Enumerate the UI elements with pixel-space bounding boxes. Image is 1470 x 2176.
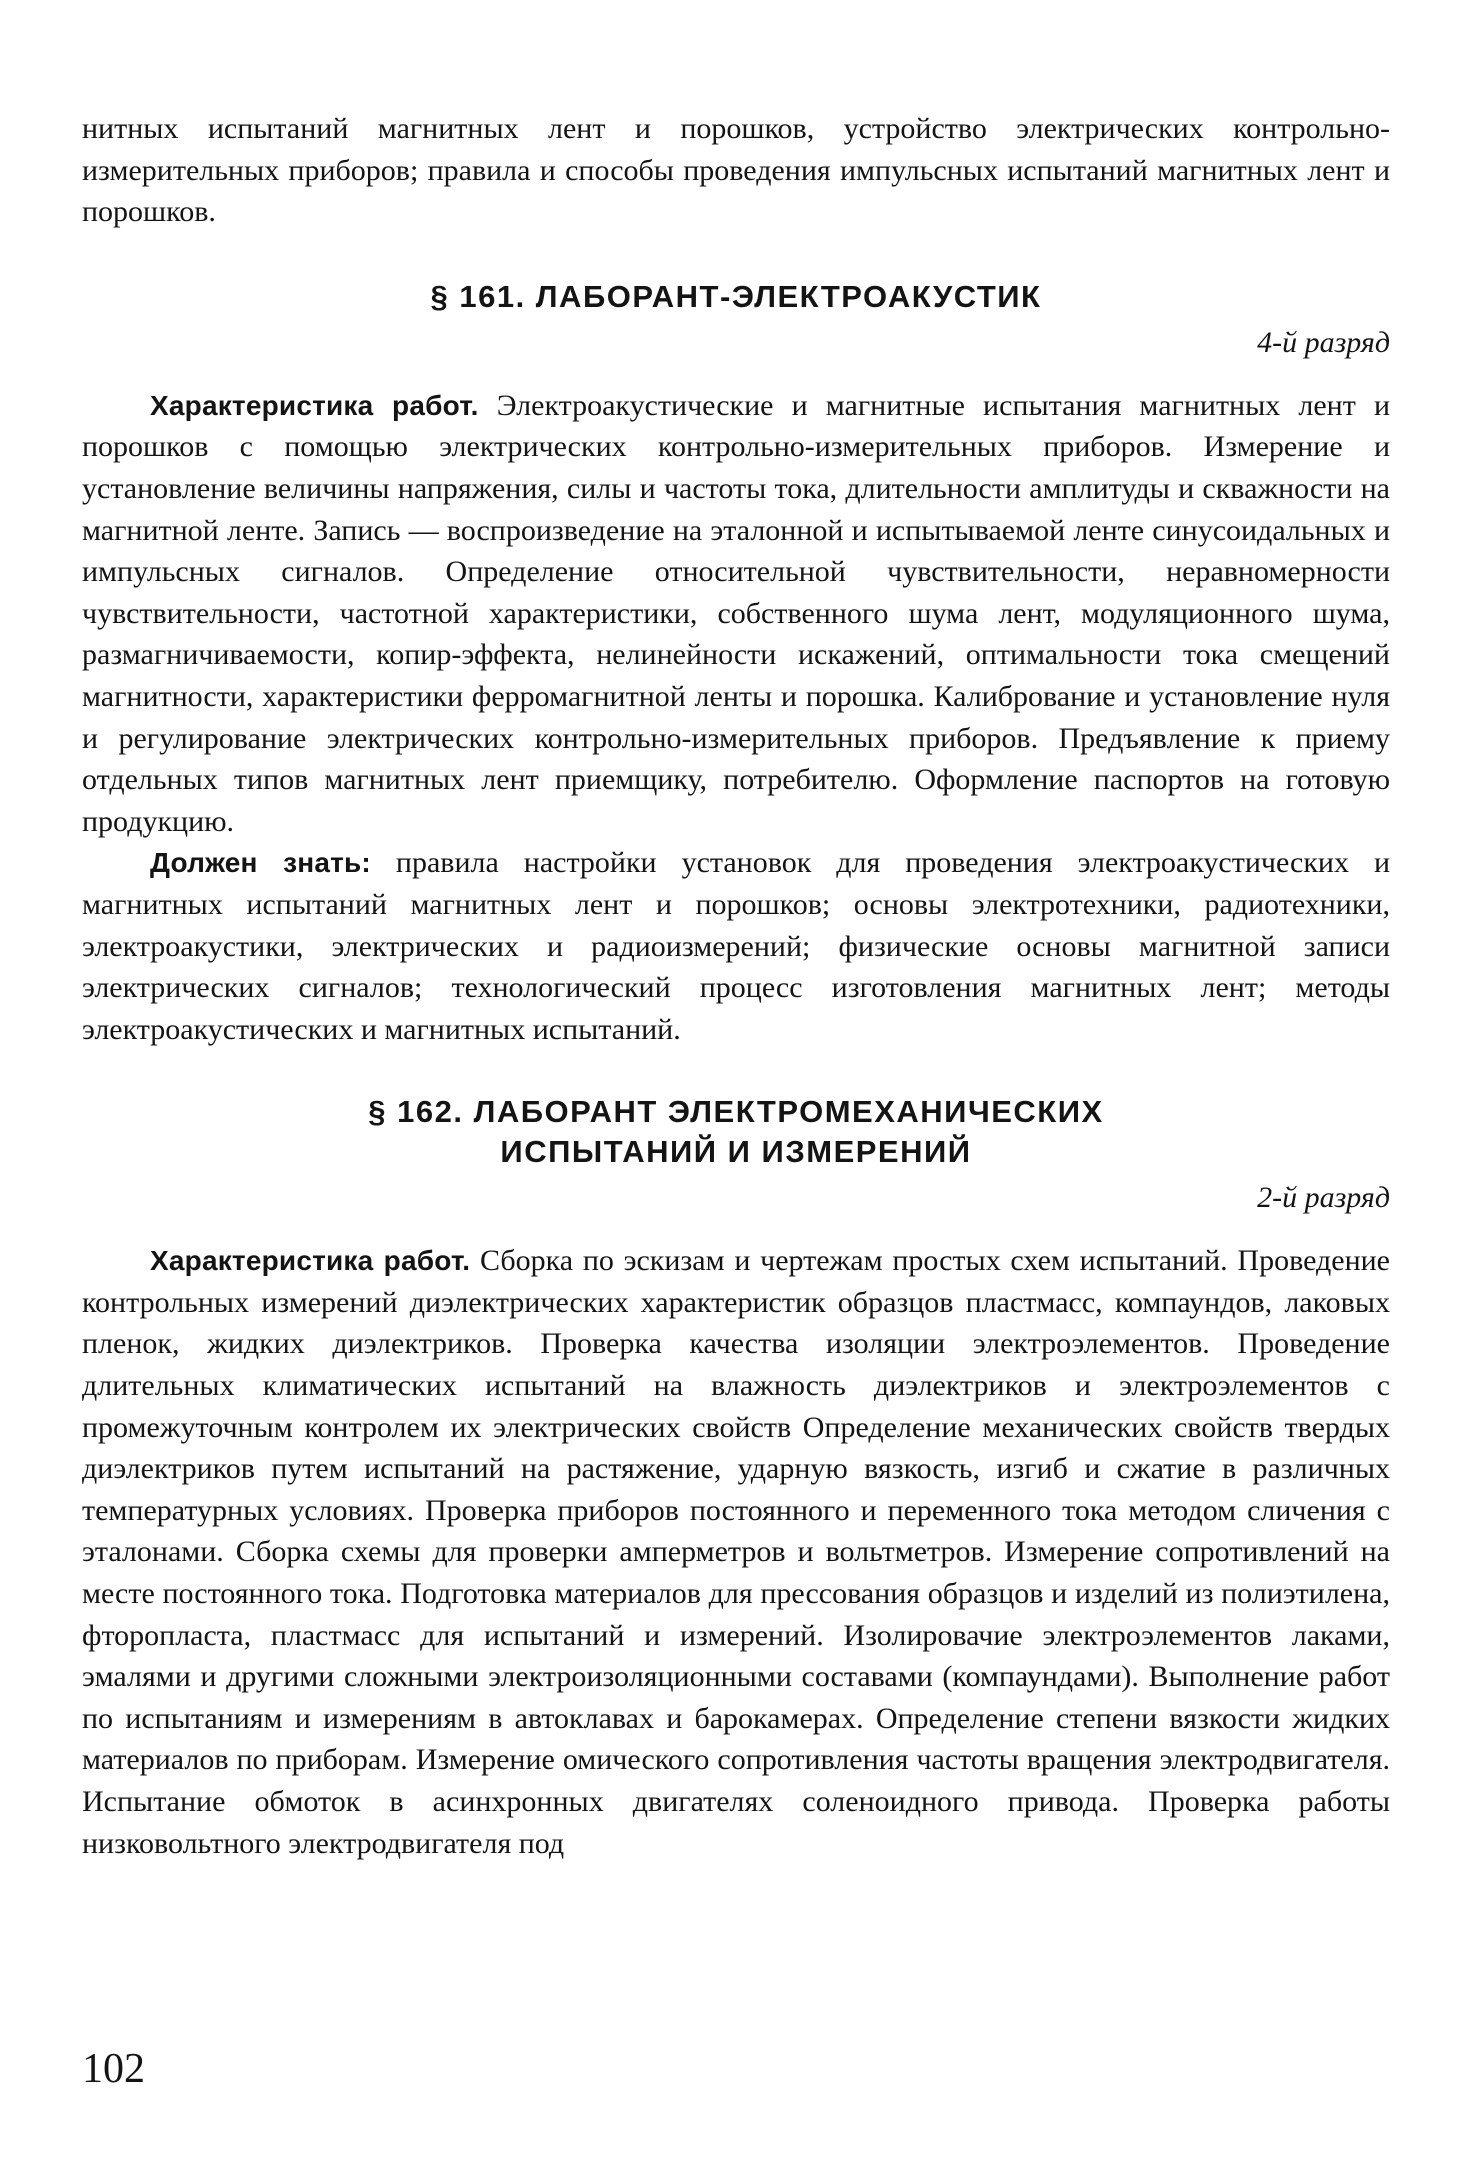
section-161-grade: 4-й разряд [1257, 325, 1390, 359]
section-161-work-paragraph [82, 385, 1390, 843]
section-161-work-text: Электроакустические и магнитные испытания магнитных лент и порошков с помощью электрических контрольно-измерительных приборов. Измерение и установление величины напряжения, силы и частоты тока, длительности амплитуды и скважности на магнитной ленте. Запись — воспроизведение на эталонной и испытываемой ленте синусоидальных и импульсных сигналов. Определение относительной чувствительности, неравномерности чувствительности, частотной характеристики, собственного шума лент, модуляционного шума, размагничиваемости, копир-эффекта, нелинейности искажений, оптимальности тока смещений магнитности, характеристики ферромагнитной ленты и порошка. Калибрование и установление нуля и регулирование электрических контрольно-измерительных приборов. Предъявление к приему отдельных типов магнитных лент приемщику, потребителю. Оформление паспортов на готовую продукцию. [82, 388, 1391, 838]
section-161-know-lead: Должен знать: [150, 847, 371, 879]
section-162-grade: 2-й разряд [1257, 1181, 1390, 1215]
section-161-know-paragraph [82, 842, 1390, 1050]
intro-paragraph: нитных испытаний магнитных лент и порошков, устройство электрических контрольно-измерительных приборов; правила и способы проведения импульсных испытаний магнитных лент и порошков. [82, 112, 1390, 229]
page-number: 102 [82, 2046, 145, 2092]
section-162-work-text: Сборка по эскизам и чертежам простых схем испытаний. Проведение контрольных измерений диэлектрических характеристик образцов пластмасс, компаундов, лаковых пленок, жидких диэлектриков. Проверка качества изоляции электроэлементов. Проведение длительных климатических испытаний на влажность диэлектриков и электроэлементов с промежуточным контролем их электрических свойств Определение механических свойств твердых диэлектриков путем испытаний на растяжение, ударную вязкость, изгиб и сжатие в различных температурных условиях. Проверка приборов постоянного и переменного тока методом сличения с эталонами. Сборка схемы для проверки амперметров и вольтметров. Измерение сопротивлений на месте постоянного тока. Подготовка материалов для прессования образцов и изделий из полиэтилена, фторопласта, пластмасс для испытаний и измерений. Изолировачие электроэлементов лаками, эмалями и другими сложными электроизоляционными составами (компаундами). Выполнение работ по испытаниям и измерениям в автоклавах и барокамерах. Определение степени вязкости жидких материалов по приборам. Измерение омического сопротивления частоты вращения электродвигателя. Испытание обмоток в асинхронных двигателях соленоидного привода. Проверка работы низковольтного электродвигателя под [82, 1244, 1391, 1860]
section-162-work-paragraph [82, 1240, 1390, 1864]
section-162-work-lead: Характеристика работ. [150, 1245, 471, 1277]
section-162-heading-line1: § 162. ЛАБОРАНТ ЭЛЕКТРОМЕХАНИЧЕСКИХ [368, 1094, 1104, 1130]
page-content [82, 108, 1390, 1864]
section-162-heading-line2: ИСПЫТАНИЙ И ИЗМЕРЕНИЙ [500, 1134, 972, 1170]
section-161-work-lead: Характеристика работ. [150, 389, 479, 421]
section-161-heading: § 161. ЛАБОРАНТ-ЭЛЕКТРОАКУСТИК [430, 278, 1042, 314]
section-161-know-text: правила настройки установок для проведения электроакустических и магнитных испытаний магнитных лент и порошков; основы электротехники, радиотехники, электроакустики, электрических и радиоизмерений; физические основы магнитной записи электрических сигналов; технологический процесс изготовления магнитных лент; методы электроакустических и магнитных испытаний. [82, 846, 1390, 1046]
